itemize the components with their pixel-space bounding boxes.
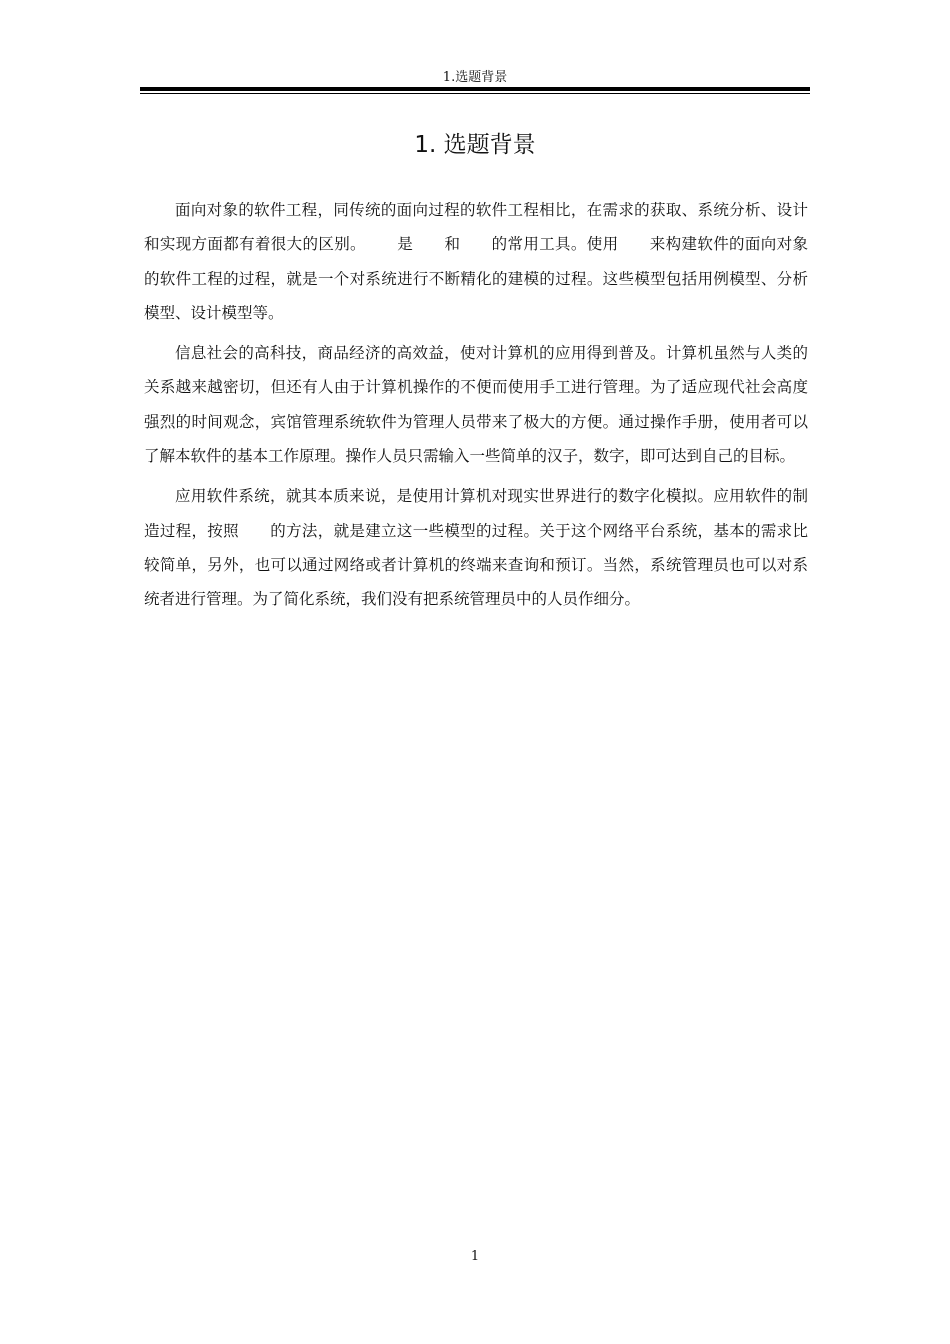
paragraph-1-part-3: 和 [444,235,461,254]
paragraph-1-part-5: 来构建软件的面向对象的软件工程的过程，就是一个对系统进行不断精化的建模的过程。这些模型包括用例模型、分析模型、设计模型等。 [144,235,808,322]
paragraph-1 [144,193,808,330]
body-text [144,193,808,623]
header-rule-thick [140,87,810,91]
paragraph-1-part-1: 面向对象的软件工程，同传统的面向过程的软件工程相比，在需求的获取、系统分析、设计和实现方面都有着很大的区别。 [144,201,808,254]
paragraph-1-part-2: 是 [396,235,414,254]
running-header: 1.选题背景 [442,70,508,85]
paragraph-2: 信息社会的高科技，商品经济的高效益，使对计算机的应用得到普及。计算机虽然与人类的关系越来越密切，但还有人由于计算机操作的不便而使用手工进行管理。为了适应现代社会高度强烈的时间观念，宾馆管理系统软件为管理人员带来了极大的方便。通过操作手册，使用者可以了解本软件的基本工作原理。操作人员只需输入一些简单的汉子，数字，即可达到自己的目标。 [144,344,808,466]
paragraph-3 [144,479,808,616]
paragraph-3-part-2: 的方法，就是建立这一些模型的过程。关于这个网络平台系统，基本的需求比较简单，另外，也可以通过网络或者计算机的终端来查询和预订。当然，系统管理员也可以对系统者进行管理。为了简化系统，我们没有把系统管理员中的人员作细分。 [144,521,808,609]
paragraph-1-part-4: 的常用工具。使用 [491,235,619,254]
page-title: 1. 选题背景 [414,132,536,158]
page-number: 1 [470,1249,480,1264]
paragraph-3-part-1: 应用软件系统，就其本质来说，是使用计算机对现实世界进行的数字化模拟。应用软件的制造过程，按照 [144,487,808,540]
header-rule [140,87,810,94]
header-rule-thin [140,93,810,94]
